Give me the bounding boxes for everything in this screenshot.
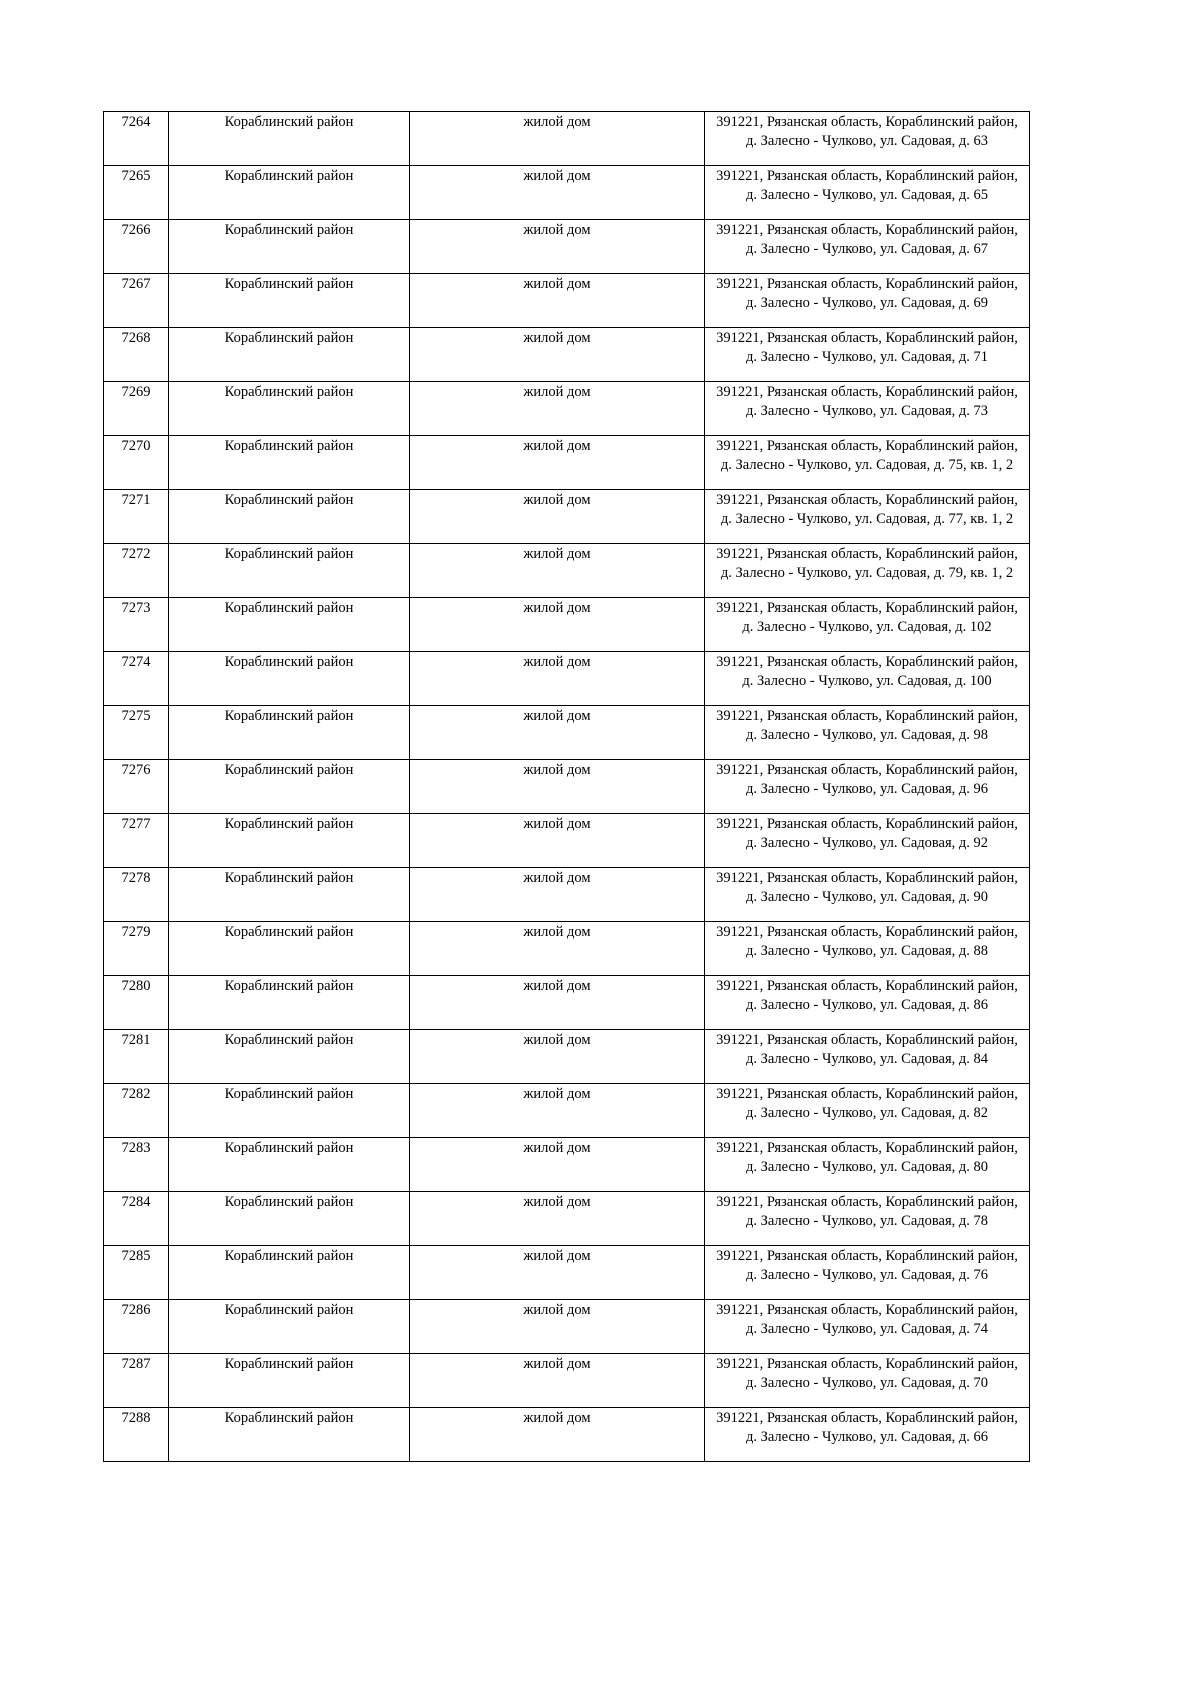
row-number-cell: 7276 (104, 760, 169, 814)
row-number-cell: 7282 (104, 1084, 169, 1138)
object-type-cell: жилой дом (410, 1408, 705, 1462)
address-cell (705, 868, 1030, 922)
row-number-cell: 7266 (104, 220, 169, 274)
address-line-2: д. Залесно - Чулково, ул. Садовая, д. 74 (745, 1321, 989, 1337)
district-cell: Кораблинский район (169, 598, 410, 652)
address-line-2: д. Залесно - Чулково, ул. Садовая, д. 63 (745, 133, 989, 149)
district-cell: Кораблинский район (169, 328, 410, 382)
address-cell (705, 1300, 1030, 1354)
address-line-1: 391221, Рязанская область, Кораблинский район, (716, 870, 1018, 886)
address-line-2: д. Залесно - Чулково, ул. Садовая, д. 77, кв. 1, 2 (720, 511, 1014, 527)
district-cell: Кораблинский район (169, 976, 410, 1030)
object-type-cell: жилой дом (410, 1246, 705, 1300)
object-type-cell: жилой дом (410, 490, 705, 544)
table-row (104, 1192, 1030, 1246)
address-line-1: 391221, Рязанская область, Кораблинский район, (716, 924, 1018, 940)
address-cell (705, 976, 1030, 1030)
address-cell (705, 436, 1030, 490)
address-line-1: 391221, Рязанская область, Кораблинский район, (716, 276, 1018, 292)
district-cell: Кораблинский район (169, 490, 410, 544)
address-line-2: д. Залесно - Чулково, ул. Садовая, д. 73 (745, 403, 989, 419)
table-row (104, 598, 1030, 652)
address-cell (705, 706, 1030, 760)
address-line-2: д. Залесно - Чулково, ул. Садовая, д. 78 (745, 1213, 989, 1229)
object-type-cell: жилой дом (410, 1354, 705, 1408)
registry-table (103, 111, 1030, 1462)
object-type-cell: жилой дом (410, 760, 705, 814)
row-number-cell: 7274 (104, 652, 169, 706)
table-row (104, 1408, 1030, 1462)
address-line-1: 391221, Рязанская область, Кораблинский район, (716, 1086, 1018, 1102)
district-cell: Кораблинский район (169, 1300, 410, 1354)
address-line-2: д. Залесно - Чулково, ул. Садовая, д. 88 (745, 943, 989, 959)
address-cell (705, 166, 1030, 220)
table-row (104, 436, 1030, 490)
row-number-cell: 7288 (104, 1408, 169, 1462)
address-line-1: 391221, Рязанская область, Кораблинский район, (716, 1410, 1018, 1426)
row-number-cell: 7285 (104, 1246, 169, 1300)
address-line-2: д. Залесно - Чулково, ул. Садовая, д. 102 (742, 619, 992, 635)
address-line-2: д. Залесно - Чулково, ул. Садовая, д. 80 (745, 1159, 989, 1175)
address-cell (705, 328, 1030, 382)
district-cell: Кораблинский район (169, 220, 410, 274)
address-line-1: 391221, Рязанская область, Кораблинский район, (716, 654, 1018, 670)
address-cell (705, 220, 1030, 274)
object-type-cell: жилой дом (410, 1192, 705, 1246)
address-cell (705, 382, 1030, 436)
address-cell (705, 760, 1030, 814)
address-cell (705, 1192, 1030, 1246)
address-line-2: д. Залесно - Чулково, ул. Садовая, д. 92 (745, 835, 989, 851)
address-line-1: 391221, Рязанская область, Кораблинский район, (716, 114, 1018, 130)
object-type-cell: жилой дом (410, 814, 705, 868)
address-line-1: 391221, Рязанская область, Кораблинский район, (716, 708, 1018, 724)
district-cell: Кораблинский район (169, 1030, 410, 1084)
district-cell: Кораблинский район (169, 1354, 410, 1408)
table-row (104, 814, 1030, 868)
address-line-2: д. Залесно - Чулково, ул. Садовая, д. 84 (745, 1051, 989, 1067)
district-cell: Кораблинский район (169, 382, 410, 436)
object-type-cell: жилой дом (410, 1138, 705, 1192)
row-number-cell: 7286 (104, 1300, 169, 1354)
address-line-2: д. Залесно - Чулково, ул. Садовая, д. 70 (745, 1375, 989, 1391)
address-cell (705, 652, 1030, 706)
object-type-cell: жилой дом (410, 274, 705, 328)
address-line-1: 391221, Рязанская область, Кораблинский район, (716, 1194, 1018, 1210)
object-type-cell: жилой дом (410, 976, 705, 1030)
address-line-1: 391221, Рязанская область, Кораблинский район, (716, 978, 1018, 994)
table-row (104, 544, 1030, 598)
address-line-1: 391221, Рязанская область, Кораблинский район, (716, 384, 1018, 400)
district-cell: Кораблинский район (169, 814, 410, 868)
address-line-2: д. Залесно - Чулково, ул. Садовая, д. 69 (745, 295, 989, 311)
object-type-cell: жилой дом (410, 220, 705, 274)
row-number-cell: 7272 (104, 544, 169, 598)
row-number-cell: 7271 (104, 490, 169, 544)
table-row (104, 1300, 1030, 1354)
address-cell (705, 1138, 1030, 1192)
row-number-cell: 7280 (104, 976, 169, 1030)
district-cell: Кораблинский район (169, 1408, 410, 1462)
row-number-cell: 7283 (104, 1138, 169, 1192)
object-type-cell: жилой дом (410, 652, 705, 706)
district-cell: Кораблинский район (169, 436, 410, 490)
table-row (104, 1030, 1030, 1084)
address-cell (705, 598, 1030, 652)
row-number-cell: 7287 (104, 1354, 169, 1408)
table-row (104, 328, 1030, 382)
address-cell (705, 1246, 1030, 1300)
object-type-cell: жилой дом (410, 112, 705, 166)
object-type-cell: жилой дом (410, 544, 705, 598)
table-row (104, 706, 1030, 760)
district-cell: Кораблинский район (169, 760, 410, 814)
row-number-cell: 7265 (104, 166, 169, 220)
table-row (104, 1354, 1030, 1408)
address-cell (705, 1030, 1030, 1084)
table-row (104, 220, 1030, 274)
address-line-2: д. Залесно - Чулково, ул. Садовая, д. 100 (742, 673, 992, 689)
object-type-cell: жилой дом (410, 436, 705, 490)
address-cell (705, 544, 1030, 598)
address-cell (705, 274, 1030, 328)
row-number-cell: 7281 (104, 1030, 169, 1084)
row-number-cell: 7275 (104, 706, 169, 760)
row-number-cell: 7270 (104, 436, 169, 490)
address-line-2: д. Залесно - Чулково, ул. Садовая, д. 76 (745, 1267, 989, 1283)
address-line-2: д. Залесно - Чулково, ул. Садовая, д. 86 (745, 997, 989, 1013)
row-number-cell: 7264 (104, 112, 169, 166)
address-line-1: 391221, Рязанская область, Кораблинский район, (716, 1356, 1018, 1372)
object-type-cell: жилой дом (410, 706, 705, 760)
address-line-2: д. Залесно - Чулково, ул. Садовая, д. 65 (745, 187, 989, 203)
object-type-cell: жилой дом (410, 328, 705, 382)
address-line-2: д. Залесно - Чулково, ул. Садовая, д. 66 (745, 1429, 989, 1445)
address-line-1: 391221, Рязанская область, Кораблинский район, (716, 222, 1018, 238)
table-row (104, 1138, 1030, 1192)
table-row (104, 112, 1030, 166)
table-row (104, 1246, 1030, 1300)
address-line-1: 391221, Рязанская область, Кораблинский район, (716, 438, 1018, 454)
table-row (104, 166, 1030, 220)
district-cell: Кораблинский район (169, 922, 410, 976)
district-cell: Кораблинский район (169, 166, 410, 220)
district-cell: Кораблинский район (169, 706, 410, 760)
address-line-2: д. Залесно - Чулково, ул. Садовая, д. 82 (745, 1105, 989, 1121)
row-number-cell: 7277 (104, 814, 169, 868)
district-cell: Кораблинский район (169, 1246, 410, 1300)
address-line-1: 391221, Рязанская область, Кораблинский район, (716, 1140, 1018, 1156)
address-line-1: 391221, Рязанская область, Кораблинский район, (716, 816, 1018, 832)
address-line-1: 391221, Рязанская область, Кораблинский район, (716, 1248, 1018, 1264)
row-number-cell: 7267 (104, 274, 169, 328)
row-number-cell: 7269 (104, 382, 169, 436)
row-number-cell: 7279 (104, 922, 169, 976)
row-number-cell: 7284 (104, 1192, 169, 1246)
object-type-cell: жилой дом (410, 382, 705, 436)
address-line-2: д. Залесно - Чулково, ул. Садовая, д. 75, кв. 1, 2 (720, 457, 1014, 473)
district-cell: Кораблинский район (169, 274, 410, 328)
address-cell (705, 814, 1030, 868)
district-cell: Кораблинский район (169, 652, 410, 706)
registry-table-body (104, 112, 1030, 1462)
table-row (104, 490, 1030, 544)
address-line-1: 391221, Рязанская область, Кораблинский район, (716, 492, 1018, 508)
table-row (104, 922, 1030, 976)
object-type-cell: жилой дом (410, 1300, 705, 1354)
table-row (104, 976, 1030, 1030)
table-row (104, 868, 1030, 922)
address-line-1: 391221, Рязанская область, Кораблинский район, (716, 600, 1018, 616)
row-number-cell: 7273 (104, 598, 169, 652)
address-cell (705, 1354, 1030, 1408)
district-cell: Кораблинский район (169, 1192, 410, 1246)
address-cell (705, 1084, 1030, 1138)
address-cell (705, 490, 1030, 544)
address-line-2: д. Залесно - Чулково, ул. Садовая, д. 96 (745, 781, 989, 797)
address-line-1: 391221, Рязанская область, Кораблинский район, (716, 168, 1018, 184)
district-cell: Кораблинский район (169, 544, 410, 598)
address-line-1: 391221, Рязанская область, Кораблинский район, (716, 1302, 1018, 1318)
table-row (104, 274, 1030, 328)
object-type-cell: жилой дом (410, 868, 705, 922)
table-row (104, 652, 1030, 706)
object-type-cell: жилой дом (410, 1030, 705, 1084)
address-line-1: 391221, Рязанская область, Кораблинский район, (716, 762, 1018, 778)
address-line-1: 391221, Рязанская область, Кораблинский район, (716, 546, 1018, 562)
table-row (104, 760, 1030, 814)
address-cell (705, 1408, 1030, 1462)
object-type-cell: жилой дом (410, 922, 705, 976)
district-cell: Кораблинский район (169, 112, 410, 166)
row-number-cell: 7278 (104, 868, 169, 922)
address-cell (705, 112, 1030, 166)
object-type-cell: жилой дом (410, 1084, 705, 1138)
row-number-cell: 7268 (104, 328, 169, 382)
address-line-2: д. Залесно - Чулково, ул. Садовая, д. 79, кв. 1, 2 (720, 565, 1014, 581)
address-line-2: д. Залесно - Чулково, ул. Садовая, д. 71 (745, 349, 989, 365)
district-cell: Кораблинский район (169, 868, 410, 922)
address-line-2: д. Залесно - Чулково, ул. Садовая, д. 90 (745, 889, 989, 905)
table-row (104, 382, 1030, 436)
address-line-2: д. Залесно - Чулково, ул. Садовая, д. 67 (745, 241, 989, 257)
object-type-cell: жилой дом (410, 166, 705, 220)
district-cell: Кораблинский район (169, 1084, 410, 1138)
object-type-cell: жилой дом (410, 598, 705, 652)
address-line-1: 391221, Рязанская область, Кораблинский район, (716, 330, 1018, 346)
address-line-2: д. Залесно - Чулково, ул. Садовая, д. 98 (745, 727, 989, 743)
address-cell (705, 922, 1030, 976)
district-cell: Кораблинский район (169, 1138, 410, 1192)
table-row (104, 1084, 1030, 1138)
address-line-1: 391221, Рязанская область, Кораблинский район, (716, 1032, 1018, 1048)
